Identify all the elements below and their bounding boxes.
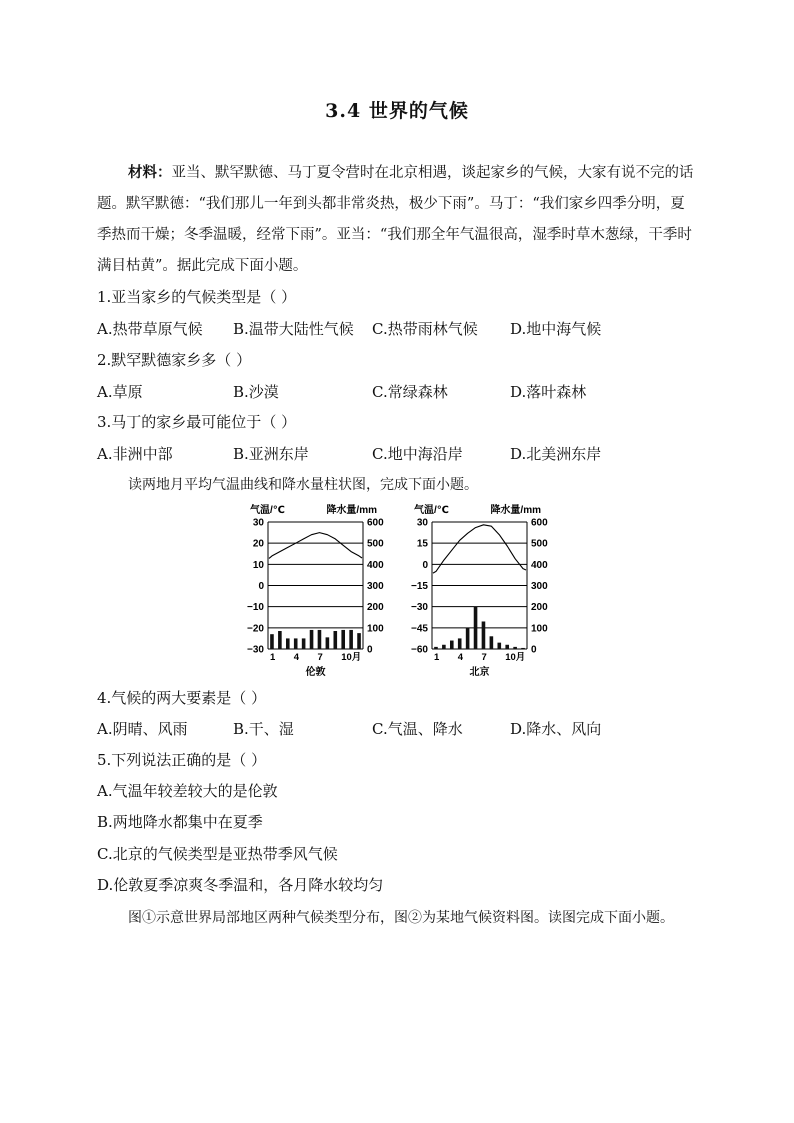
question-3-option-a: A.非洲中部 <box>97 445 173 463</box>
beijing-x-tick: 1 <box>433 652 440 663</box>
beijing-precip-tick: 100 <box>531 623 548 635</box>
question-4-option-a: A.阴晴、风雨 <box>97 720 188 738</box>
london-precip-bar <box>326 637 330 649</box>
beijing-temp-tick: −30 <box>411 602 428 614</box>
material-label: 材料： <box>128 164 172 181</box>
question-5-stem: 5.下列说法正确的是（ ） <box>97 751 267 769</box>
question-4-options <box>97 718 707 740</box>
material-paragraph <box>97 157 697 282</box>
question-1-option-c: C.热带雨林气候 <box>372 320 478 338</box>
london-temp-tick: 30 <box>252 517 264 529</box>
beijing-precip-tick: 400 <box>531 559 548 571</box>
london-x-tick: 4 <box>293 652 300 663</box>
question-2-option-b: B.沙漠 <box>233 383 279 401</box>
question-3-stem: 3.马丁的家乡最可能位于（ ） <box>97 413 297 431</box>
beijing-temp-tick: 30 <box>416 517 428 529</box>
beijing-city-label: 北京 <box>469 667 490 678</box>
beijing-precip-bar <box>442 645 446 649</box>
beijing-precip-bar <box>521 648 525 649</box>
final-intro-text: 图①示意世界局部地区两种气候类型分布，图②为某地气候资料图。读图完成下面小题。 <box>128 910 674 926</box>
london-temp-tick: −20 <box>247 623 264 635</box>
question-5-option-b: B.两地降水都集中在夏季 <box>97 813 263 831</box>
question-5-option-c: C.北京的气候类型是亚热带季风气候 <box>97 845 338 863</box>
beijing-precip-bar <box>458 638 462 649</box>
question-3-option-d: D.北美洲东岸 <box>510 445 602 463</box>
question-2-stem: 2.默罕默德家乡多（ ） <box>97 351 252 369</box>
beijing-temp-tick: −60 <box>411 644 428 656</box>
question-1-option-a: A.热带草原气候 <box>97 320 203 338</box>
question-1-options <box>97 318 707 340</box>
london-ylabel-right: 降水量/mm <box>326 505 377 516</box>
beijing-temp-tick: 15 <box>416 538 428 550</box>
london-precip-bar <box>278 631 282 649</box>
london-precip-bar <box>302 638 306 649</box>
beijing-precip-bar <box>474 607 478 649</box>
london-temp-tick: −30 <box>247 644 264 656</box>
beijing-precip-tick: 300 <box>531 581 548 592</box>
beijing-precip-tick: 600 <box>531 517 548 529</box>
question-3-option-c: C.地中海沿岸 <box>372 445 463 463</box>
london-precip-bar <box>294 638 298 649</box>
page-title: 3.4 世界的气候 <box>325 100 469 122</box>
question-5-option-a: A.气温年较差较大的是伦敦 <box>97 782 278 800</box>
question-4-option-b: B.干、湿 <box>233 720 294 738</box>
question-2-options <box>97 381 707 403</box>
question-3-options <box>97 443 707 465</box>
beijing-precip-bar <box>466 628 470 649</box>
beijing-precip-tick: 500 <box>531 538 548 550</box>
beijing-precip-tick: 200 <box>531 602 548 614</box>
london-precip-bar <box>270 634 274 649</box>
beijing-x-tick: 7 <box>481 652 487 663</box>
london-precip-tick: 200 <box>367 602 384 614</box>
beijing-ylabel-left: 气温/℃ <box>414 505 449 516</box>
london-precip-tick: 0 <box>367 644 373 656</box>
london-precip-bar <box>318 630 322 649</box>
beijing-temp-tick: −15 <box>411 581 428 592</box>
london-city-label: 伦敦 <box>305 667 326 678</box>
beijing-temp-tick: −45 <box>411 623 428 635</box>
question-4-stem: 4.气候的两大要素是（ ） <box>97 689 267 707</box>
london-precip-bar <box>286 638 290 649</box>
london-precip-tick: 600 <box>367 517 384 529</box>
london-precip-bar <box>310 630 314 649</box>
london-precip-tick: 300 <box>367 581 384 592</box>
chart-intro: 读两地月平均气温曲线和降水量柱状图，完成下面小题。 <box>128 477 478 493</box>
london-x-tick: 7 <box>317 652 323 663</box>
final-intro-paragraph <box>97 903 697 934</box>
question-5-option-d: D.伦敦夏季凉爽冬季温和，各月降水较均匀 <box>97 876 384 894</box>
question-1-stem: 1.亚当家乡的气候类型是（ ） <box>97 288 297 306</box>
london-precip-bar <box>357 633 361 649</box>
london-ylabel-left: 气温/℃ <box>250 505 285 516</box>
london-precip-tick: 100 <box>367 623 384 635</box>
london-precip-bar <box>341 630 345 649</box>
beijing-precip-bar <box>490 636 494 649</box>
question-4-option-c: C.气温、降水 <box>372 720 463 738</box>
beijing-precip-bar <box>497 643 501 649</box>
question-4-option-d: D.降水、风向 <box>510 720 602 738</box>
question-3-option-b: B.亚洲东岸 <box>233 445 309 463</box>
beijing-precip-bar <box>450 641 454 649</box>
question-2-option-d: D.落叶森林 <box>510 383 587 401</box>
question-1-option-b: B.温带大陆性气候 <box>233 320 354 338</box>
london-precip-bar <box>349 630 353 649</box>
beijing-temp-curve <box>433 525 526 573</box>
material-text: 亚当、默罕默德、马丁夏令营时在北京相遇，谈起家乡的气候，大家有说不完的话题。默罕默德：“我们那儿一年到头都非常炎热，极少下雨”。马丁：“我们家乡四季分明，夏季热而干燥；冬季温暖，经常下雨”。亚当：“我们那全年气温很高，湿季时草木葱绿，干季时满目枯黄”。据此完成下面小题。 <box>97 165 694 274</box>
beijing-temp-tick: 0 <box>422 559 428 571</box>
beijing-precip-bar <box>513 647 517 649</box>
beijing-precip-bar <box>434 647 438 649</box>
london-temp-tick: 20 <box>252 538 264 550</box>
question-1-option-d: D.地中海气候 <box>510 320 602 338</box>
london-temp-tick: −10 <box>247 602 264 614</box>
london-precip-tick: 500 <box>367 538 384 550</box>
beijing-x-tick: 4 <box>457 652 464 663</box>
london-temp-tick: 0 <box>258 581 264 592</box>
beijing-ylabel-right: 降水量/mm <box>490 505 541 516</box>
beijing-precip-tick: 0 <box>531 644 537 656</box>
london-temp-tick: 10 <box>252 559 264 571</box>
question-2-option-c: C.常绿森林 <box>372 383 448 401</box>
climate-charts <box>238 502 558 682</box>
question-2-option-a: A.草原 <box>97 383 143 401</box>
beijing-precip-bar <box>482 621 486 649</box>
beijing-precip-bar <box>505 645 509 649</box>
climate-charts-svg <box>238 502 558 682</box>
london-x-tick: 1 <box>269 652 276 663</box>
london-x-tick: 10月 <box>341 652 362 663</box>
london-precip-bar <box>333 631 337 649</box>
london-temp-curve <box>269 533 362 559</box>
beijing-x-tick: 10月 <box>505 652 526 663</box>
london-precip-tick: 400 <box>367 559 384 571</box>
